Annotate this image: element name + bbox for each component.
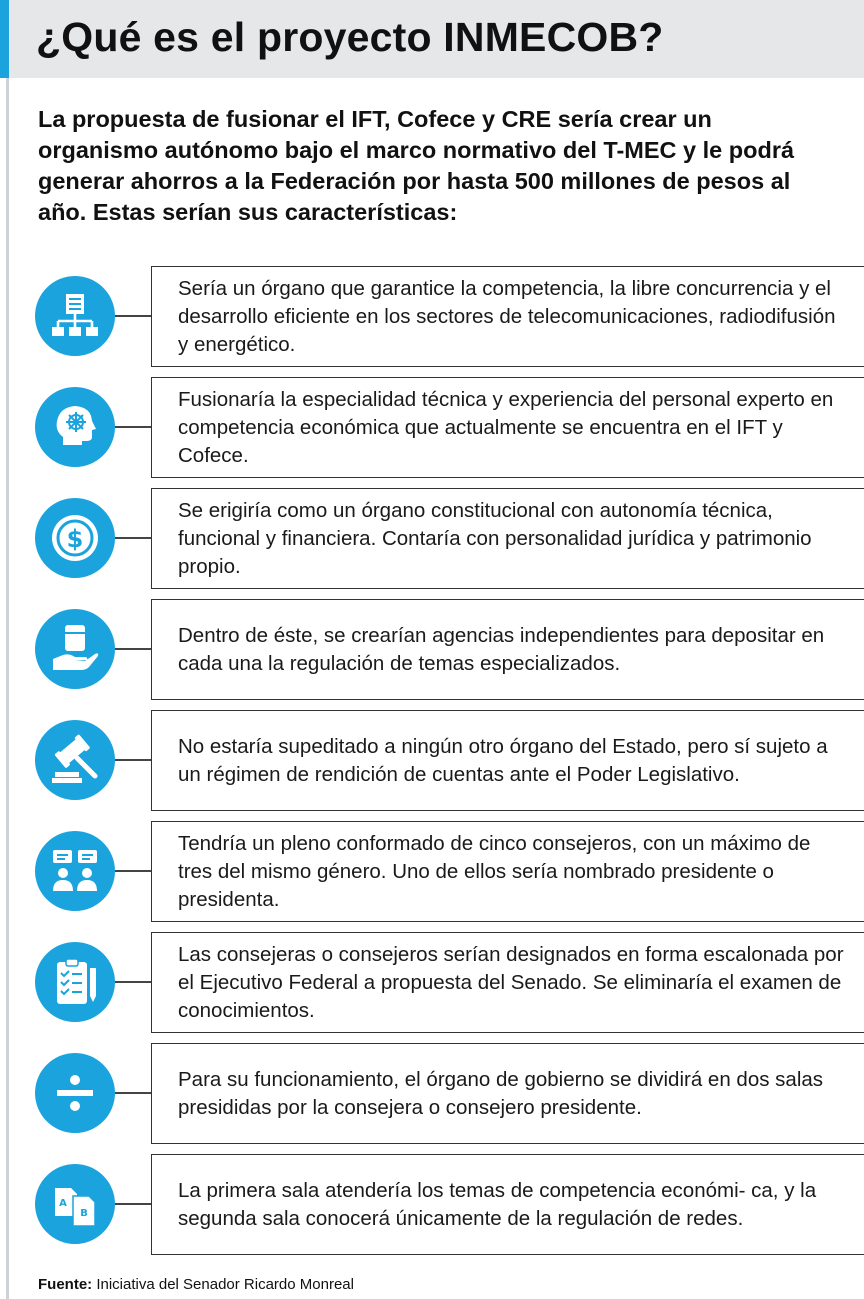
connector-line <box>115 1092 152 1094</box>
item-text: Dentro de éste, se crearían agencias independientes para depositar en cada una la regulación de temas especializados. <box>178 623 825 675</box>
council-icon <box>35 831 115 911</box>
item-box <box>151 821 864 922</box>
svg-text:A: A <box>59 1198 67 1209</box>
connector-line <box>115 315 152 317</box>
item-box <box>151 266 864 367</box>
svg-text:B: B <box>80 1208 88 1219</box>
title-bar <box>0 0 864 78</box>
connector-line <box>115 759 152 761</box>
connector-line <box>115 981 152 983</box>
list-item <box>0 488 864 589</box>
item-text: Sería un órgano que garantice la competencia, la libre concurrencia y el desarrollo eficiente en los sectores de telecomunicaciones, radiodifusión y energético. <box>178 276 836 356</box>
page-title: ¿Qué es el proyecto INMECOB? <box>36 14 664 60</box>
list-item <box>0 1043 864 1144</box>
item-box <box>151 710 864 811</box>
title-accent <box>0 0 9 78</box>
list-item <box>0 1154 864 1255</box>
item-box <box>151 599 864 700</box>
list-item <box>0 266 864 367</box>
item-box <box>151 488 864 589</box>
connector-line <box>115 426 152 428</box>
connector-line <box>115 648 152 650</box>
division-icon <box>35 1053 115 1133</box>
item-text: Fusionaría la especialidad técnica y experiencia del personal experto en competencia económica que actualmente se encuentra en el IFT y Cofece. <box>178 387 834 467</box>
connector-line <box>115 537 152 539</box>
a-b-documents-icon <box>35 1164 115 1244</box>
list-item <box>0 932 864 1033</box>
list-item <box>0 710 864 811</box>
item-text: Las consejeras o consejeros serían designados en forma escalonada por el Ejecutivo Federal a propuesta del Senado. Se eliminaría el examen de conocimientos. <box>178 942 844 1022</box>
source-label: Fuente: <box>38 1276 93 1293</box>
item-box <box>151 377 864 478</box>
item-box <box>151 1154 864 1255</box>
source-note <box>38 1276 354 1293</box>
dollar-coin-icon <box>35 498 115 578</box>
source-text: Iniciativa del Senador Ricardo Monreal <box>92 1276 354 1293</box>
item-text: Tendría un pleno conformado de cinco consejeros, con un máximo de tres del mismo género. Uno de ellos sería nombrado presidente o presidenta. <box>178 831 811 911</box>
list-item <box>0 377 864 478</box>
hand-document-icon <box>35 609 115 689</box>
item-text: La primera sala atendería los temas de competencia económi- ca, y la segunda sala conocerá únicamente de la regulación de redes. <box>178 1178 817 1230</box>
list-item <box>0 821 864 922</box>
item-text: No estaría supeditado a ningún otro órgano del Estado, pero sí sujeto a un régimen de rendición de cuentas ante el Poder Legislativo. <box>178 734 828 786</box>
item-text: Se erigiría como un órgano constitucional con autonomía técnica, funcional y financiera. Contaría con personalidad jurídica y patrimonio propio. <box>178 498 812 578</box>
head-network-icon <box>35 387 115 467</box>
item-box <box>151 1043 864 1144</box>
item-text: Para su funcionamiento, el órgano de gobierno se dividirá en dos salas presididas por la consejera o consejero presidente. <box>178 1067 824 1119</box>
connector-line <box>115 870 152 872</box>
svg-text:$: $ <box>66 525 84 553</box>
list-item <box>0 599 864 700</box>
intro-paragraph: La propuesta de fusionar el IFT, Cofece y CRE sería crear un organismo autónomo bajo el marco normativo del T-MEC y le podrá generar ahorros a la Federación por hasta 500 millones de pesos al año. Estas serían sus características: <box>38 106 795 225</box>
item-box <box>151 932 864 1033</box>
org-chart-icon <box>35 276 115 356</box>
gavel-icon <box>35 720 115 800</box>
clipboard-checklist-icon <box>35 942 115 1022</box>
connector-line <box>115 1203 152 1205</box>
